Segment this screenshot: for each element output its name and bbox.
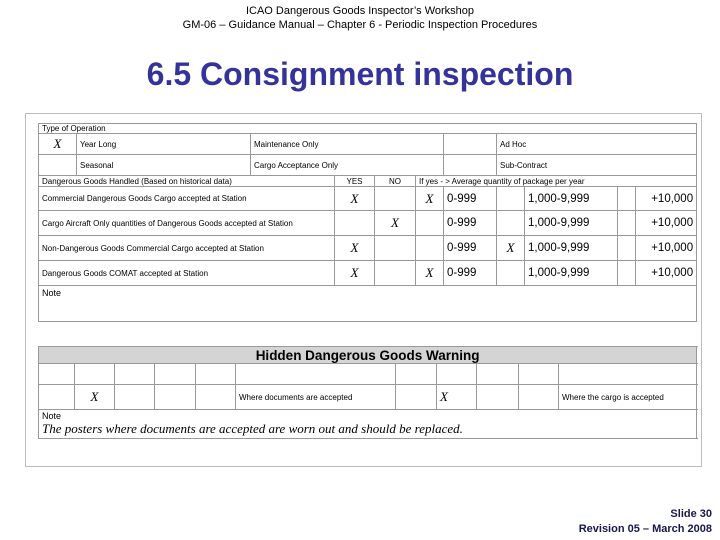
consignment-form-table	[38, 123, 697, 322]
range-high-checkbox[interactable]	[618, 211, 636, 236]
range-high-checkbox[interactable]	[618, 236, 636, 261]
ad-hoc-checkbox[interactable]	[444, 134, 497, 155]
blank-cell	[396, 364, 437, 385]
range-mid-checkbox[interactable]	[497, 261, 525, 286]
blank-cell	[519, 385, 559, 410]
range-high-checkbox[interactable]	[618, 261, 636, 286]
ad-hoc-label: Ad Hoc	[497, 134, 697, 155]
no-checkbox[interactable]: X	[375, 211, 416, 236]
blank-cell	[236, 364, 396, 385]
yes-checkbox[interactable]: X	[335, 187, 375, 211]
warning-row	[39, 385, 697, 410]
maintenance-only-label: Maintenance Only	[251, 134, 444, 155]
seasonal-label: Seasonal	[77, 155, 251, 176]
row-label: Cargo Aircraft Only quantities of Dangerous Goods accepted at Station	[39, 211, 335, 236]
blank-cell	[559, 364, 697, 385]
table-row	[39, 211, 697, 236]
operation-heading: Type of Operation	[39, 124, 697, 134]
hidden-dg-warning-table	[38, 346, 697, 439]
sub-contract-checkbox[interactable]	[444, 155, 497, 176]
blank-cell	[437, 364, 477, 385]
range-mid-label: 1,000-9,999	[525, 211, 618, 236]
range-low-checkbox[interactable]	[416, 236, 444, 261]
range-low-label: 0-999	[444, 187, 497, 211]
documents-label: Where documents are accepted	[236, 385, 396, 410]
range-mid-checkbox[interactable]	[497, 187, 525, 211]
range-high-label: +10,000	[636, 187, 697, 211]
note-field[interactable]	[39, 286, 697, 322]
blank-cell	[477, 364, 519, 385]
yes-checkbox[interactable]: X	[335, 236, 375, 261]
range-mid-label: 1,000-9,999	[525, 236, 618, 261]
handled-heading: Dangerous Goods Handled (Based on historical data)	[39, 176, 335, 187]
documents-checkbox[interactable]: X	[75, 385, 115, 410]
operation-row	[39, 134, 697, 155]
warning-note-field[interactable]	[39, 410, 697, 439]
blank-cell	[196, 364, 236, 385]
no-checkbox[interactable]	[375, 187, 416, 211]
cargo-acceptance-only-label: Cargo Acceptance Only	[251, 155, 444, 176]
range-low-checkbox[interactable]: X	[416, 261, 444, 286]
blank-cell	[39, 385, 75, 410]
range-high-checkbox[interactable]	[618, 187, 636, 211]
year-long-label: Year Long	[77, 134, 251, 155]
yes-checkbox[interactable]: X	[335, 261, 375, 286]
range-mid-label: 1,000-9,999	[525, 187, 618, 211]
manual-header: GM-06 – Guidance Manual – Chapter 6 - Periodic Inspection Procedures	[182, 19, 538, 31]
seasonal-checkbox[interactable]	[39, 155, 77, 176]
row-label: Commercial Dangerous Goods Cargo accepted at Station	[39, 187, 335, 211]
revision-label: Revision 05 – March 2008	[578, 523, 712, 535]
blank-cell	[155, 364, 196, 385]
blank-cell	[115, 385, 155, 410]
slide-number: Slide 30	[670, 508, 712, 520]
range-mid-checkbox[interactable]: X	[497, 236, 525, 261]
blank-cell	[39, 364, 75, 385]
slide-title: 6.5 Consignment inspection	[146, 56, 574, 92]
handled-heading-row	[39, 176, 697, 187]
range-low-checkbox[interactable]	[416, 211, 444, 236]
range-high-label: +10,000	[636, 211, 697, 236]
no-checkbox[interactable]	[375, 236, 416, 261]
yes-column-header: YES	[335, 176, 375, 187]
range-high-label: +10,000	[636, 236, 697, 261]
quantity-heading: If yes - > Average quantity of package per year	[416, 176, 697, 187]
blank-cell	[519, 364, 559, 385]
operation-row	[39, 155, 697, 176]
workshop-header: ICAO Dangerous Goods Inspector’s Workshop	[245, 5, 475, 17]
no-checkbox[interactable]	[375, 261, 416, 286]
note-row	[39, 410, 697, 439]
blank-cell	[396, 385, 437, 410]
warning-title: Hidden Dangerous Goods Warning	[39, 347, 697, 364]
blank-cell	[155, 385, 196, 410]
year-long-checkbox[interactable]: X	[39, 134, 77, 155]
row-label: Dangerous Goods COMAT accepted at Station	[39, 261, 335, 286]
cargo-checkbox[interactable]: X	[437, 385, 477, 410]
table-row	[39, 261, 697, 286]
sub-contract-label: Sub-Contract	[497, 155, 697, 176]
range-mid-checkbox[interactable]	[497, 211, 525, 236]
cargo-label: Where the cargo is accepted	[559, 385, 697, 410]
warning-note-text: The posters where documents are accepted are worn out and should be replaced.	[42, 421, 463, 436]
yes-checkbox[interactable]	[335, 211, 375, 236]
range-high-label: +10,000	[636, 261, 697, 286]
note-row	[39, 286, 697, 322]
range-low-label: 0-999	[444, 211, 497, 236]
blank-cell	[75, 364, 115, 385]
warning-blank-row	[39, 364, 697, 385]
range-low-label: 0-999	[444, 236, 497, 261]
range-low-checkbox[interactable]: X	[416, 187, 444, 211]
warning-note-label: Note	[42, 411, 62, 421]
blank-cell	[477, 385, 519, 410]
no-column-header: NO	[375, 176, 416, 187]
table-row	[39, 236, 697, 261]
table-row	[39, 187, 697, 211]
note-label: Note	[42, 288, 62, 298]
blank-cell	[115, 364, 155, 385]
blank-cell	[196, 385, 236, 410]
range-low-label: 0-999	[444, 261, 497, 286]
range-mid-label: 1,000-9,999	[525, 261, 618, 286]
row-label: Non-Dangerous Goods Commercial Cargo accepted at Station	[39, 236, 335, 261]
